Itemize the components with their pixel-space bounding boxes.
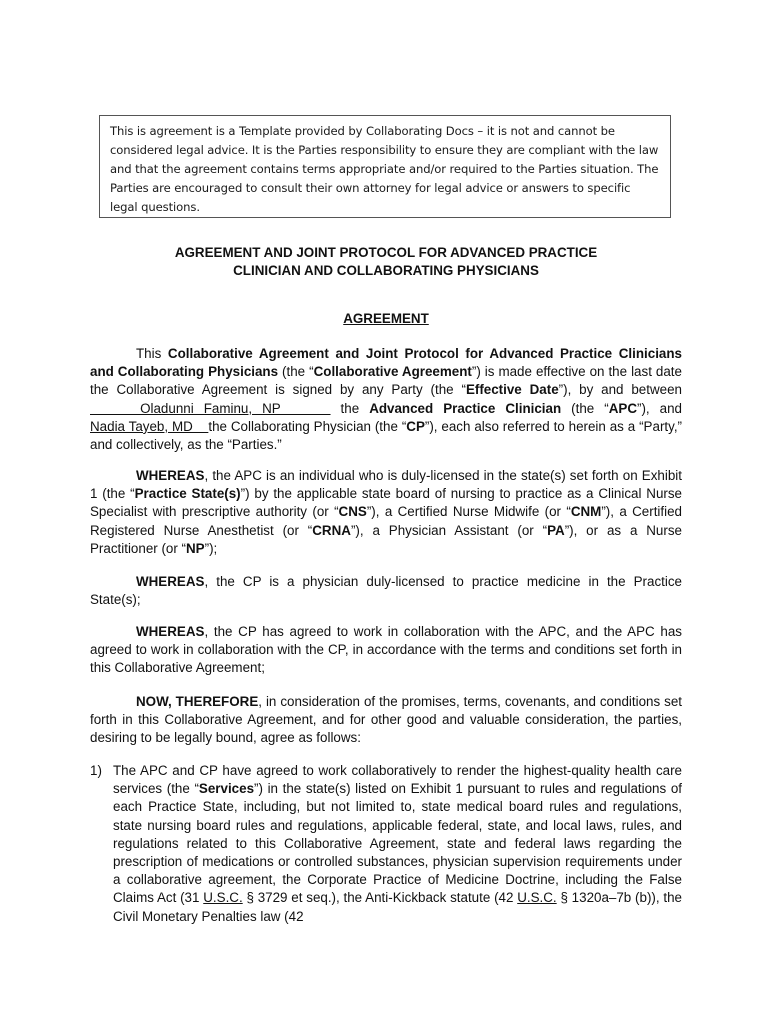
cp-name-field[interactable]: Nadia Tayeb, MD [90,418,209,434]
text-run: the [330,400,370,416]
whereas-paragraph-1 [90,467,682,558]
agreement-name: Collaborative Agreement and Joint Protocol for Advanced Practice Clinicians and Collaborating Physicians [90,346,682,380]
text-run: ”) by the applicable state board of nursing to practice as a Clinical Nurse Specialist with prescriptive authority (or “ [90,486,683,520]
defined-term: Practice State(s) [134,486,241,502]
text-run: ”), a Certified Registered Nurse Anesthetist (or “ [90,504,682,538]
defined-term: Effective Date [465,382,559,398]
whereas-keyword: WHEREAS [136,624,205,639]
now-therefore-keyword: NOW, THEREFORE [136,694,259,709]
text-run: , in consideration of the promises, terms, covenants, and conditions set forth in this Collaborative Agreement, and for other good and valuable consideration, the parties, desiring to be legally bound, agree as follows: [90,694,682,746]
whereas-keyword: WHEREAS [136,574,205,589]
statute-reference: U.S.C. [203,890,243,906]
defined-term: NP [186,540,205,556]
template-disclaimer-box [99,115,671,218]
defined-term: CRNA [312,522,351,538]
defined-term: Collaborative Agreement [313,364,472,380]
text-run: the Collaborating Physician (the “ [208,418,407,434]
text-run: ”), or as a Nurse Practitioner (or “ [90,522,682,556]
document-title-line-2: CLINICIAN AND COLLABORATING PHYSICIANS [233,263,539,278]
text-run: (the “ [278,364,314,380]
text-run: , the CP has agreed to work in collaboration with the APC, and the APC has agreed to work in collaboration with the CP, in accordance with the terms and conditions set forth in this Collaborative Agreement; [90,624,682,676]
text-run: The APC and CP have agreed to work collaboratively to render the highest-quality health care services (the “ [113,763,682,797]
defined-term: APC [608,400,637,416]
defined-term: CP [406,418,425,434]
text-run: , the CP is a physician duly-licensed to practice medicine in the Practice State(s); [90,574,682,608]
text-run: ”); [204,540,218,556]
text-run: (the “ [561,400,609,416]
whereas-keyword: WHEREAS [136,468,205,483]
defined-term: CNS [338,504,367,520]
whereas-paragraph-3 [90,623,682,678]
apc-name-field[interactable]: Oladunni Faminu, NP [90,400,331,416]
defined-term: Advanced Practice Clinician [369,400,562,416]
text-run: ”), and [637,400,682,416]
text-run: ”) in the state(s) listed on Exhibit 1 pursuant to rules and regulations of each Practice State, including, but not limited to, state medical board rules and regulations, state nursing board rules and regulations, applicable federal, state, and local laws, rules, and regulations related to this Collaborative Agreement, state and federal laws regarding the prescription of medications or controlled substances, physician supervision requirements under a collaborative agreement, the Corporate Practice of Medicine Doctrine, including the False Claims Act (31 [113,781,682,906]
numbered-clause-1 [90,762,682,926]
statute-reference: U.S.C. [517,890,557,906]
text-run: § 1320a–7b (b)), the Civil Monetary Penalties law (42 [113,890,682,924]
clause-body [113,762,682,926]
document-title-line-1: AGREEMENT AND JOINT PROTOCOL FOR ADVANCED PRACTICE [174,245,598,260]
text-run: , the APC is an individual who is duly-licensed in the state(s) set forth on Exhibit 1 (the “ [90,468,682,502]
text-run: ”), by and between [558,382,682,398]
text-run: ”), a Certified Nurse Midwife (or “ [366,504,571,520]
text-run: This [136,346,168,361]
defined-term: CNM [570,504,602,520]
disclaimer-text: This is agreement is a Template provided by Collaborating Docs – it is not and cannot be considered legal advice. It is the Parties responsibility to ensure they are compliant with the law and that the agreement contains terms appropriate and/or required to the Parties situation. The Parties are encouraged to consult their own attorney for legal advice or answers to specific legal questions. [110,124,659,214]
text-run: § 3729 et seq.), the Anti-Kickback statute (42 [242,890,518,906]
defined-term: PA [547,522,565,538]
defined-term: Services [198,781,255,797]
text-run: ”), a Physician Assistant (or “ [350,522,548,538]
section-heading-agreement: AGREEMENT [343,311,429,326]
text-run: ”), each also referred to herein as a “Party,” and collectively, as the “Parties.” [90,418,682,453]
now-therefore-paragraph [90,693,682,748]
intro-paragraph [90,345,682,454]
whereas-paragraph-2 [90,573,682,609]
text-run: ”) is made effective on the last date the Collaborative Agreement is signed by any Party (the “ [90,364,682,398]
clause-number: 1) [90,763,102,778]
